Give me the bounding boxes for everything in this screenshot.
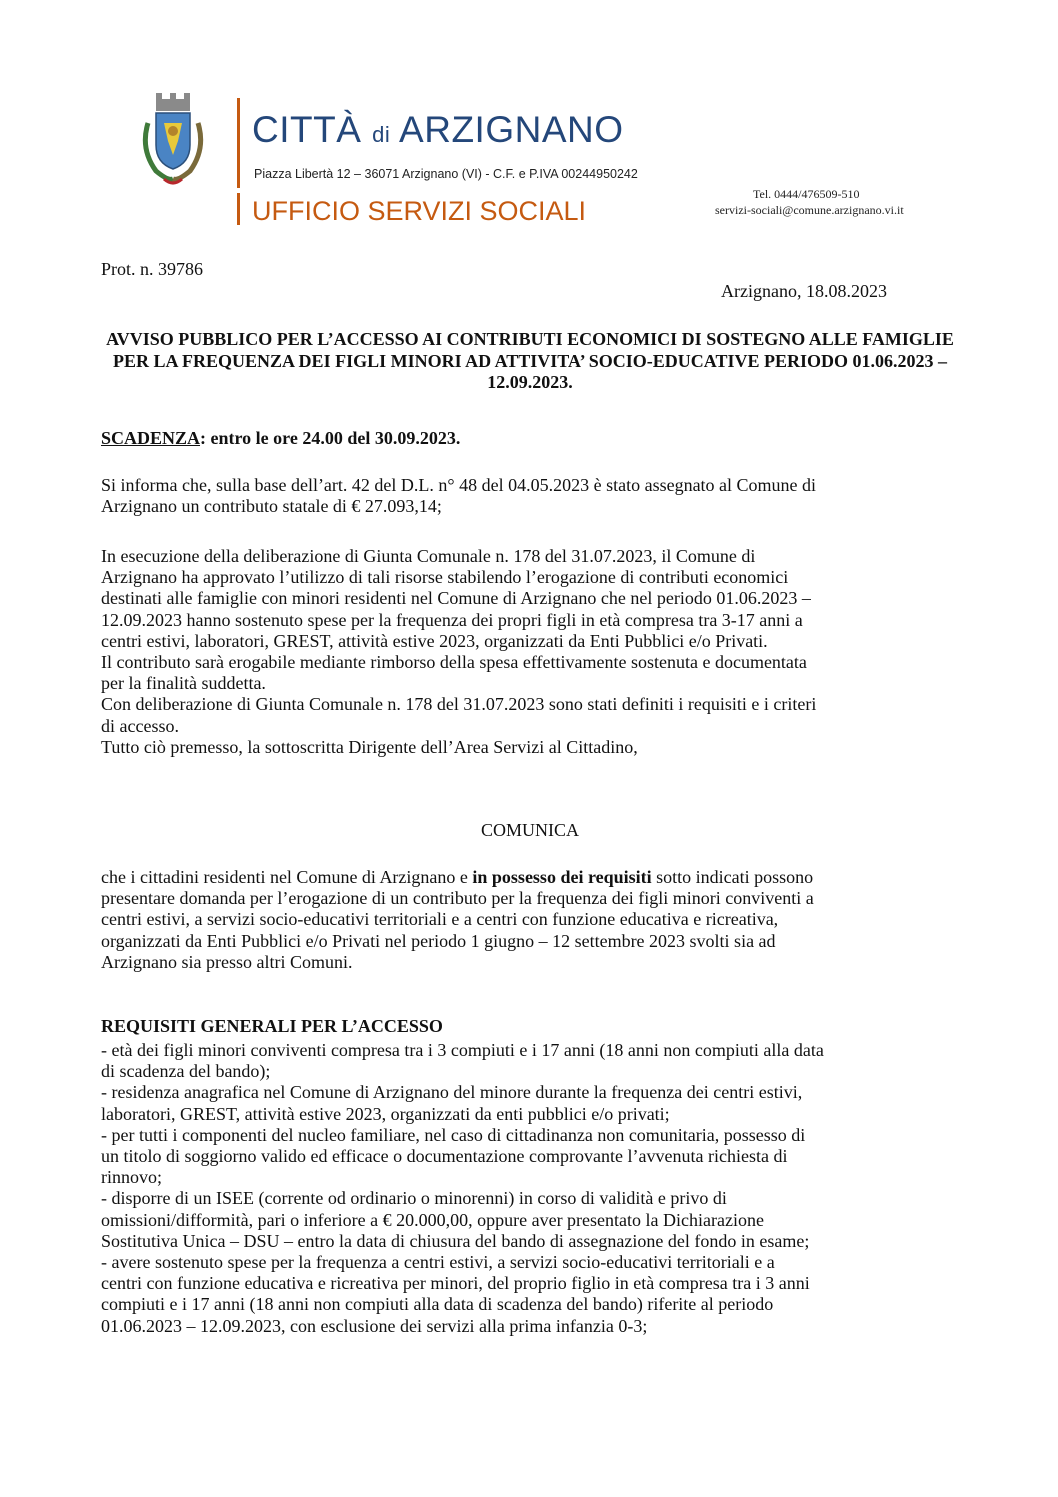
office-name: UFFICIO SERVIZI SOCIALI xyxy=(252,196,587,226)
notice-title xyxy=(101,329,959,394)
paragraph-line: Si informa che, sulla base dell’art. 42 del D.L. n° 48 del 04.05.2023 è stato assegnato al Comune di xyxy=(101,475,817,495)
paragraph-communication xyxy=(101,867,959,973)
requirement-line: - per tutti i componenti del nucleo familiare, nel caso di cittadinanza non comunitaria, possesso di xyxy=(101,1124,806,1145)
deadline-label: SCADENZA xyxy=(101,428,201,448)
requirement-line: - residenza anagrafica nel Comune di Arzignano del minore durante la frequenza dei centri estivi, xyxy=(101,1082,803,1103)
paragraph-line: Arzignano un contributo statale di € 27.093,14; xyxy=(101,496,442,517)
place-date: Arzignano, 18.08.2023 xyxy=(721,281,887,301)
protocol-number: Prot. n. 39786 xyxy=(101,259,204,279)
requirement-line: un titolo di soggiorno valido ed efficace o documentazione comprovante l’avvenuta richiesta di xyxy=(101,1146,788,1167)
requirement-line: - avere sostenuto spese per la frequenza a centri estivi, a servizi socio-educativi territoriali e a xyxy=(101,1252,775,1273)
notice-title-text: AVVISO PUBBLICO PER L’ACCESSO AI CONTRIBUTI ECONOMICI DI SOSTEGNO ALLE FAMIGLIE PER LA FREQUENZA DEI FIGLI MINORI AD ATTIVITA’ SOCIO-EDUCATIVE PERIODO 01.06.2023 – 12.09.2023. xyxy=(106,329,954,392)
header-divider-bar xyxy=(237,98,240,188)
requirement-line: di scadenza del bando); xyxy=(101,1061,271,1082)
paragraph-line: Tutto ciò premesso, la sottoscritta Dirigente dell’Area Servizi al Cittadino, xyxy=(101,736,638,757)
paragraph-deliberation xyxy=(101,546,959,758)
deadline-text: : entro le ore 24.00 del 30.09.2023. xyxy=(200,428,461,448)
office-contact xyxy=(715,186,904,218)
paragraph-emphasis: in possesso dei requisiti xyxy=(472,867,652,887)
paragraph-line: Con deliberazione di Giunta Comunale n. 178 del 31.07.2023 sono stati definiti i requisiti e i criteri xyxy=(101,694,817,715)
office-email: servizi-sociali@comune.arzignano.vi.it xyxy=(715,203,904,217)
header-divider-bar-lower xyxy=(237,193,240,225)
paragraph-line: centri estivi, a servizi socio-educativi territoriali e a centri con funzione educativa e ricreativa, xyxy=(101,909,779,930)
requirements-heading: REQUISITI GENERALI PER L’ACCESSO xyxy=(101,1016,443,1036)
paragraph-line: per la finalità suddetta. xyxy=(101,673,266,694)
paragraph-line: Arzignano sia presso altri Comuni. xyxy=(101,951,353,972)
city-title-name: ARZIGNANO xyxy=(399,109,624,150)
requirement-line: omissioni/difformità, pari o inferiore a € 20.000,00, oppure aver presentato la Dichiarazione xyxy=(101,1209,764,1230)
requirement-line: laboratori, GREST, attività estive 2023, organizzati da enti pubblici e/o privati; xyxy=(101,1103,670,1124)
paragraph-line: In esecuzione della deliberazione di Giunta Comunale n. 178 del 31.07.2023, il Comune di xyxy=(101,546,756,566)
city-title-di: di xyxy=(372,122,391,147)
requirement-line: 01.06.2023 – 12.09.2023, con esclusione dei servizi alla prima infanzia 0-3; xyxy=(101,1315,648,1336)
requirement-line: compiuti e i 17 anni (18 anni non compiuti alla data di scadenza del bando) riferite al periodo xyxy=(101,1294,774,1315)
paragraph-line: destinati alle famiglie con minori residenti nel Comune di Arzignano che nel periodo 01.06.2023 – xyxy=(101,588,811,609)
city-title-word: CITTÀ xyxy=(252,109,362,150)
requirement-line: centri con funzione educativa e ricreativa per minori, del proprio figlio in età compresa tra i 3 anni xyxy=(101,1273,810,1294)
paragraph-line: 12.09.2023 hanno sostenuto spese per la frequenza dei propri figli in età compresa tra 3-17 anni a xyxy=(101,609,803,630)
paragraph-line: Il contributo sarà erogabile mediante rimborso della spesa effettivamente sostenuta e documentata xyxy=(101,652,807,673)
comunica-heading: COMUNICA xyxy=(480,820,579,840)
paragraph-line xyxy=(101,867,959,888)
coat-of-arms-icon xyxy=(134,93,212,189)
requirement-line: - disporre di un ISEE (corrente od ordinario o minorenni) in corso di validità e privo di xyxy=(101,1188,727,1209)
city-address: Piazza Libertà 12 – 36071 Arzignano (VI) - C.F. e P.IVA 00244950242 xyxy=(254,167,638,181)
paragraph-text: sotto indicati possono xyxy=(651,867,814,887)
requirement-line: Sostitutiva Unica – DSU – entro la data di chiusura del bando di assegnazione del fondo in esame; xyxy=(101,1230,810,1251)
deadline xyxy=(101,428,460,449)
paragraph-funding xyxy=(101,475,959,517)
office-phone: Tel. 0444/476509-510 xyxy=(753,187,860,201)
requirement-line: rinnovo; xyxy=(101,1167,162,1188)
paragraph-line: centri estivi, laboratori, GREST, attività estive 2023, organizzati da Enti Pubblici e/o Privati. xyxy=(101,630,768,651)
requirements-list xyxy=(101,1040,959,1337)
paragraph-line: organizzati da Enti Pubblici e/o Privati nel periodo 1 giugno – 12 settembre 2023 svolti sia ad xyxy=(101,930,776,951)
paragraph-line: Arzignano ha approvato l’utilizzo di tali risorse stabilendo l’erogazione di contributi economici xyxy=(101,567,789,588)
requirement-line: - età dei figli minori conviventi compresa tra i 3 compiuti e i 17 anni (18 anni non compiuti alla data xyxy=(101,1040,824,1060)
paragraph-line: presentare domanda per l’erogazione di un contributo per la frequenza dei figli minori conviventi a xyxy=(101,888,814,909)
paragraph-line: di accesso. xyxy=(101,715,179,736)
paragraph-text: che i cittadini residenti nel Comune di Arzignano e xyxy=(101,867,473,887)
city-title xyxy=(252,108,624,157)
